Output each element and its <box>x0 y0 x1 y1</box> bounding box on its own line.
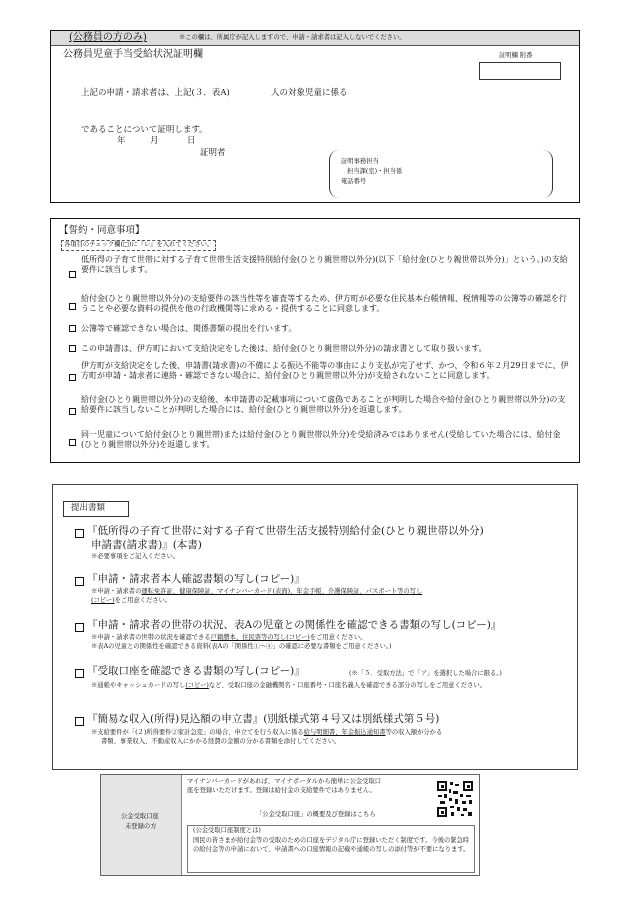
doc1-title-b: 申請書(請求書)』(本書) <box>91 539 202 551</box>
bank-section <box>100 774 480 876</box>
doc2-note-b: をご用意ください。 <box>114 596 172 604</box>
doc4-note <box>91 682 486 691</box>
consent-item-7: 同一児童について給付金(ひとり親世帯)または給付金(ひとり親世帯以外分)を受給済みではありません(受給していた場合には、給付金(ひとり親世帯以外分)を返還します。 <box>81 430 561 449</box>
consent-checkbox-6[interactable] <box>69 408 76 415</box>
doc2-note <box>91 588 561 605</box>
doc5-note1-ul: 給与明細書、年金振込通知書 <box>303 729 386 736</box>
doc3-note2: ※表Aの児童との関係性を確認できる資料(表Aの「関係性①〜④」の確認に必要な書類をご用意ください。) <box>91 643 392 650</box>
contact-title: 証明事務担当 <box>341 158 379 165</box>
statement-line1a: 上記の申請・請求者は、上記(３．表A) <box>81 88 230 98</box>
doc1-checkbox[interactable] <box>75 529 84 538</box>
doc3-title: 『申請・請求者の世帯の状況、表Aの児童との関係性を確認できる書類の写し(コピー)』 <box>87 619 502 631</box>
doc1-title-a: 『低所得の子育て世帯に対する子育て世帯生活支援特別給付金(ひとり親世帯以外分) <box>87 525 484 537</box>
doc3-checkbox[interactable] <box>75 623 84 632</box>
date-day: 日 <box>187 136 196 146</box>
consent-item-3: 公簿等で確認できない場合は、関係書類の提出を行います。 <box>81 324 297 333</box>
doc3-note1-a: ※申請・請求者の世帯の状況を確認できる <box>91 634 211 641</box>
doc4-extra: (※「５．受取方法」で「ア」を選択した場合に限る。) <box>349 670 502 677</box>
consent-checkbox-5[interactable] <box>69 374 76 381</box>
doc2-note-a: ※申請・請求者の <box>91 588 142 595</box>
doc5-title: 『簡易な収入(所得)見込額の申立書』(別紙様式第４号又は別紙様式第５号) <box>87 713 440 725</box>
bank-label-1: 公金受取口座 <box>121 813 159 820</box>
date-month: 月 <box>150 136 159 146</box>
doc2-note-ul2: (コピー) <box>91 596 115 604</box>
contact-phone: 電話番号 <box>341 178 367 185</box>
consent-checkbox-2[interactable] <box>69 303 76 310</box>
bank-text: マイナンバーカードがあれば、マイナポータルから簡単に公金受取口座を登録いただけます。登録は給付金の支給要件ではありません。 <box>187 778 382 794</box>
doc5-note1-a: ※支給要件が「(２)所得要件②家計急変」の場合、申立てを行う収入に係る <box>91 729 304 736</box>
consent-checkbox-3[interactable] <box>69 325 76 332</box>
official-note: ※この欄は、所属庁が記入しますので、申請・請求者は記入しないでください。 <box>179 34 406 41</box>
cert-number-label: 証明欄 附番 <box>499 52 533 59</box>
bank-sub-title: (公金受取口座制度とは) <box>193 827 261 834</box>
docs-label: 提出書類 <box>71 503 106 513</box>
qr-code-icon[interactable] <box>437 781 473 817</box>
consent-checkbox-7[interactable] <box>69 439 76 446</box>
consent-checkbox-1[interactable] <box>69 271 76 278</box>
doc4-checkbox[interactable] <box>75 669 84 678</box>
consent-section <box>50 218 580 463</box>
consent-title: 【誓約・同意事項】 <box>59 225 145 236</box>
bank-sub-text: 国民の皆さまが給付金等の受取のための口座をデジタル庁に登録いただく制度です。今後の緊急時の給付金等の申請において、申請書への口座情報の記載や通帳の写しの添付等が不要になります。 <box>193 837 470 853</box>
date-year: 年 <box>117 136 126 146</box>
official-title: 公務員児童手当受給状況証明欄 <box>63 49 203 60</box>
certifier-label: 証明者 <box>200 148 226 158</box>
cert-number-field[interactable] <box>479 62 561 80</box>
doc4-note-a: ※通帳やキャッシュカードの写し <box>91 682 186 689</box>
consent-item-6: 給付金(ひとり親世帯以外分)の支給後、本申請書の記載事項について虚偽であることが判明した場合や給付金(ひとり親世帯以外分)の支給要件に該当しないことが判明した場合には、給付金(ひとり親世帯以外分)を返還します。 <box>81 395 566 414</box>
official-section <box>50 30 580 203</box>
doc5-checkbox[interactable] <box>75 717 84 726</box>
consent-instruction: 各項目のチェック欄(□)に『レ』を入れてください。 <box>61 240 216 251</box>
statement-line2: であることについて証明します。 <box>81 125 208 135</box>
doc4-note-b: など、受取口座の金融機関名・口座番号・口座名義人を確認できる部分の写しをご用意ください。 <box>208 682 486 689</box>
consent-item-1: 低所得の子育て世帯に対する子育て世帯生活支援特別給付金(ひとり親世帯以外分)(以下「給付金(ひとり親世帯以外分)」という。)の支給要件に該当します。 <box>81 255 568 274</box>
consent-item-4: この申請書は、伊方町において支給決定をした後は、給付金(ひとり親世帯以外分)の請求書として取り扱います。 <box>81 344 487 353</box>
docs-section <box>52 484 578 770</box>
doc2-note-ul: 運転免許証、健康保険証、マイナンバーカード(表面)、年金手帳、介護保険証、パスポート等の写し <box>141 588 423 595</box>
bank-link[interactable]: 「公金受取口座」の概要及び登録はこちら <box>256 811 376 818</box>
doc4-title: 『受取口座を確認できる書類の写し(コピー)』 <box>87 665 305 677</box>
doc4-note-ul: (コピー) <box>185 682 209 689</box>
doc3-note1-ul: 戸籍謄本、住民票等の写し(コピー) <box>210 634 310 641</box>
doc3-note1 <box>91 634 366 643</box>
bank-label-2: 未登録の方 <box>125 823 157 830</box>
doc1-note: ※必要事項をご記入ください。 <box>91 553 180 560</box>
doc5-note1 <box>91 729 442 738</box>
doc5-note1-b: 等の収入額が分かる <box>385 729 443 736</box>
statement-line1b: 人の対象児童に係る <box>271 88 348 98</box>
doc3-note1-b: をご用意ください。 <box>309 634 367 641</box>
contact-dept: 担当課(室)・担当係 <box>347 168 403 175</box>
doc2-title: 『申請・請求者本人確認書類の写し(コピー)』 <box>87 573 305 585</box>
official-tag: (公務員の方のみ) <box>69 32 147 43</box>
doc2-checkbox[interactable] <box>75 577 84 586</box>
consent-checkbox-4[interactable] <box>69 345 76 352</box>
consent-item-2: 給付金(ひとり親世帯以外分)の支給要件の該当性等を審査等するため、伊方町が必要な住民基本台帳情報、税情報等の公簿等の確認を行うことや必要な資料の提供を他の行政機関等に求める・提供することに同意します。 <box>81 294 567 313</box>
doc5-note2: 書類、事業収入、不動産収入にかかる経費の金額の分かる書類を添付してください。 <box>101 738 341 745</box>
consent-item-5: 伊方町が支給決定をした後、申請書(請求書)の不備による振込不能等の事由により支払が完了せず、かつ、令和６年２月29日までに、伊方町が申請・請求者に連絡・確認できない場合に、給付金(ひとり親世帯以外分)が支給されないことに同意します。 <box>81 361 569 380</box>
